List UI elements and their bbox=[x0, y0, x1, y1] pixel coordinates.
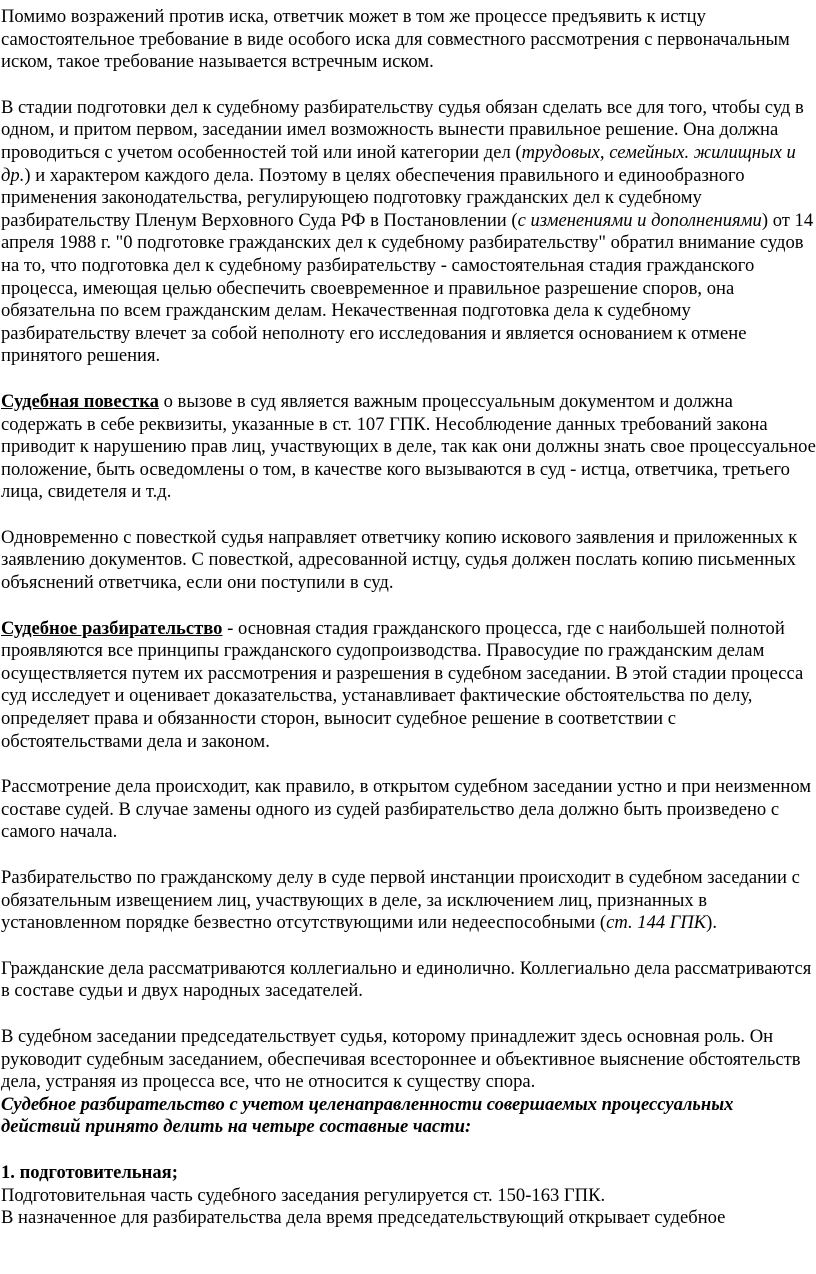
preparatory-regulation-text: Подготовительная часть судебного заседания регулируется ст. 150-163 ГПК. bbox=[1, 1184, 606, 1206]
documents-sent-text: Одновременно с повесткой судья направляет ответчику копию искового заявления и приложенных к заявлению документов. С повесткой, адресованной истцу, судья должен послать копию письменных объяснений ответчика, если они поступили в суд. bbox=[1, 526, 798, 594]
open-session-text: Рассмотрение дела происходит, как правило, в открытом судебном заседании устно и при неизменном составе судей. В случае замены одного из судей разбирательство дела должно быть произведено с самого начала. bbox=[1, 776, 812, 843]
first-instance-text-b: ). bbox=[706, 912, 718, 934]
paragraph-documents-sent bbox=[1, 527, 816, 595]
term-trial: Судебное разбирательство bbox=[1, 617, 223, 639]
paragraph-collegial bbox=[1, 958, 816, 1003]
case-preparation-text-a: В стадии подготовки дел к судебному разбирательству судья обязан сделать все для того, чтобы суд в одном, и притом первом, заседании имел возможность вынести правильное решение. Она должна проводиться с учетом особенностей той или иной категории дел ( bbox=[1, 96, 804, 163]
amendments-italic: с изменениями и дополнениями bbox=[517, 209, 762, 231]
trial-parts-text: Судебное разбирательство с учетом целенаправленности совершаемых процессуальных действий принято делить на четыре составные части: bbox=[1, 1093, 734, 1138]
paragraph-court-summons bbox=[1, 391, 816, 504]
paragraph-preparatory-regulation bbox=[1, 1185, 816, 1208]
case-categories-italic: трудовых, семейных. жилищных и др. bbox=[1, 141, 796, 186]
court-summons-text: о вызове в суд является важным процессуальным документом и должна содержать в себе реквизиты, указанные в ст. 107 ГПК. Несоблюдение данных требований закона приводит к нарушению прав лиц, участвующих в деле, так как они должны знать свое процессуальное положение, быть осведомлены о том, в качестве кого вызываются в суд - истца, ответчика, третьего лица, свидетеля и т.д. bbox=[1, 390, 816, 503]
paragraph-trial-parts bbox=[1, 1094, 816, 1139]
case-preparation-text-b: ) и характером каждого дела. Поэтому в целях обеспечения правильного и единообразного применения законодательства, регулирующею подготовку гражданских дел к судебному разбирательству Пленум Верховного Суда РФ в Постановлении ( bbox=[1, 164, 745, 231]
paragraph-counterclaim bbox=[1, 6, 816, 74]
trial-text: - основная стадия гражданского процесса, где с наибольшей полнотой проявляются все принципы гражданского судопроизводства. Правосудие по гражданским делам осуществляется путем их рассмотрения и разрешения в судебном заседании. В этой стадии процесса суд исследует и оценивает доказательства, устанавливает фактические обстоятельства по делу, определяет права и обязанности сторон, выносит судебное решение в соответствии с обстоятельствами дела и законом. bbox=[1, 617, 804, 752]
case-preparation-text-c: ) от 14 апреля 1988 г. "0 подготовке гражданских дел к судебному разбирательству" обратил внимание судов на то, что подготовка дел к судебному разбирательству - самостоятельная стадия гражданского процесса, имеющая целью обеспечить своевременное и правильное разрешение споров, она обязательна по всем гражданским делам. Некачественная подготовка дела к судебному разбирательству влечет за собой неполноту его исследования и является основанием к отмене принятого решения. bbox=[1, 209, 814, 367]
paragraph-presiding-judge bbox=[1, 1026, 816, 1094]
heading-preparatory bbox=[1, 1162, 816, 1185]
preparatory-heading-text: 1. подготовительная; bbox=[1, 1161, 178, 1183]
term-court-summons: Судебная повестка bbox=[1, 390, 159, 412]
paragraph-session-opening bbox=[1, 1207, 816, 1230]
paragraph-case-preparation bbox=[1, 97, 816, 368]
paragraph-first-instance bbox=[1, 867, 816, 935]
paragraph-open-session bbox=[1, 776, 816, 844]
paragraph-trial bbox=[1, 618, 816, 754]
first-instance-text-a: Разбирательство по гражданскому делу в суде первой инстанции происходит в судебном заседании с обязательным извещением лиц, участвующих в деле, за исключением лиц, признанных в установленном порядке безвестно отсутствующими или недееспособными ( bbox=[1, 867, 800, 934]
session-opening-text: В назначенное для разбирательства дела время председательствующий открывает судебное bbox=[1, 1207, 726, 1229]
article-reference-italic: ст. 144 ГПК bbox=[606, 912, 707, 934]
presiding-judge-text: В судебном заседании председательствует судья, которому принадлежит здесь основная роль. Он руководит судебным заседанием, обеспечивая всестороннее и объективное выяснение обстоятельств дела, устраняя из процесса все, что не относится к существу спора. bbox=[1, 1025, 801, 1093]
paragraph-counterclaim-text: Помимо возражений против иска, ответчик может в том же процессе предъявить к истцу самостоятельное требование в виде особого иска для совместного рассмотрения с первоначальным иском, такое требование называется встречным иском. bbox=[1, 6, 790, 73]
collegial-text: Гражданские дела рассматриваются коллегиально и единолично. Коллегиально дела рассматриваются в составе судьи и двух народных заседателей. bbox=[1, 957, 812, 1002]
